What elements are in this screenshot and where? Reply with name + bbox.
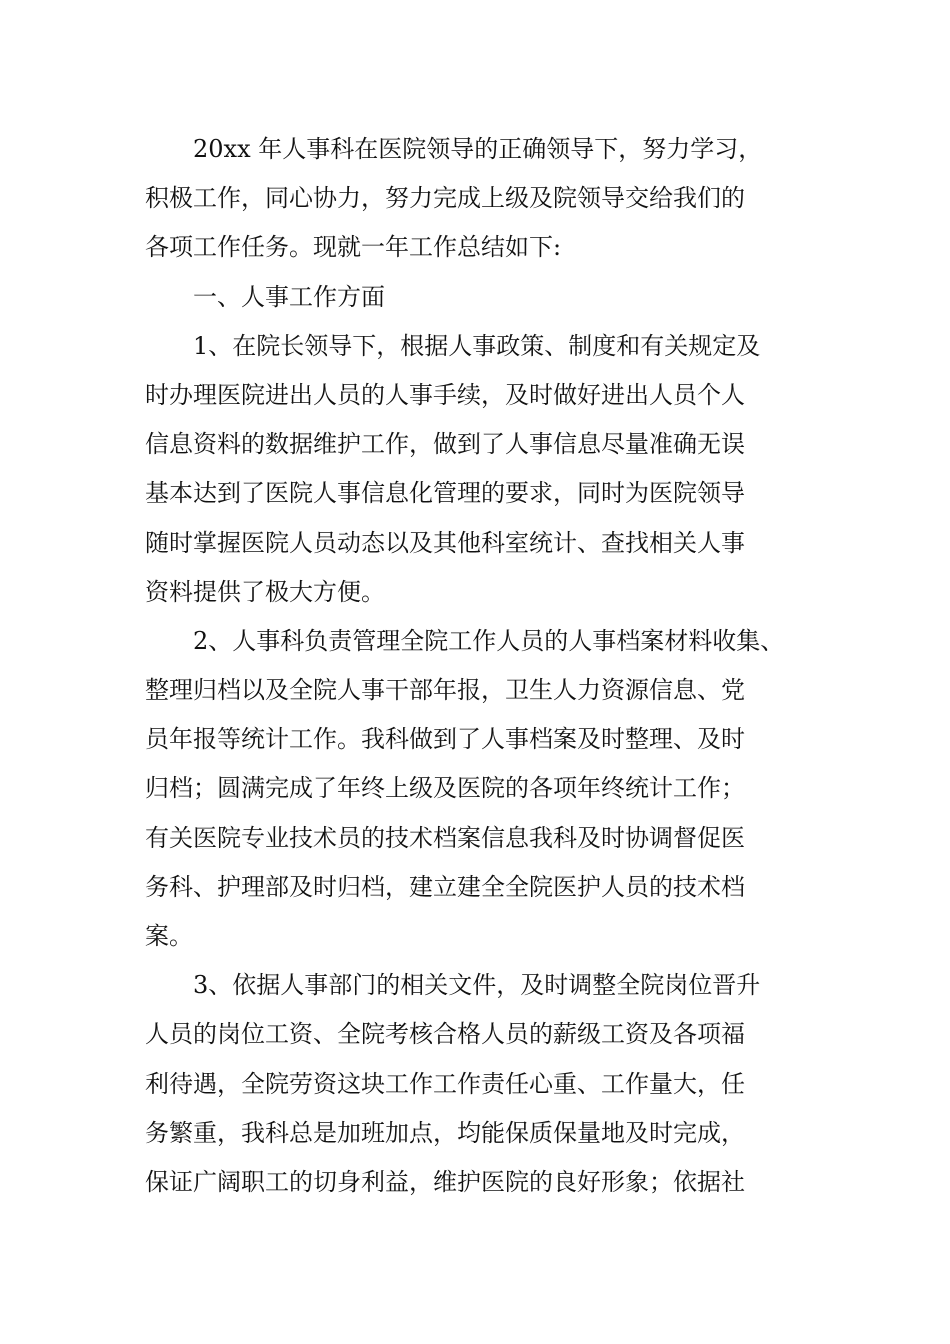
paragraph-intro-line-3: 各项工作任务。现就一年工作总结如下: [145, 233, 562, 262]
item-2-line-7: 案。 [145, 922, 193, 950]
item-2-line-1: 2、人事科负责管理全院工作人员的人事档案材料收集、 [193, 626, 785, 655]
paragraph-intro-line-2: 积极工作，同心协力，努力完成上级及院领导交给我们的 [145, 184, 745, 213]
item-2-line-6: 务科、护理部及时归档，建立建全全院医护人员的技术档 [145, 872, 745, 901]
item-1-line-5: 随时掌握医院人员动态以及其他科室统计、查找相关人事 [145, 528, 745, 557]
item-3-line-4: 务繁重，我科总是加班加点，均能保质保量地及时完成， [145, 1118, 745, 1147]
item-2-line-3: 员年报等统计工作。我科做到了人事档案及时整理、及时 [145, 725, 745, 754]
item-3-line-3: 利待遇，全院劳资这块工作工作责任心重、工作量大，任 [145, 1069, 745, 1098]
item-3-line-1: 3、依据人事部门的相关文件，及时调整全院岗位晋升 [193, 971, 761, 1000]
item-1-line-2: 时办理医院进出人员的人事手续，及时做好进出人员个人 [145, 380, 745, 409]
item-1-line-6: 资料提供了极大方便。 [145, 577, 385, 606]
item-1-line-1: 1、在院长领导下，根据人事政策、制度和有关规定及 [193, 331, 761, 360]
item-1-line-3: 信息资料的数据维护工作，做到了人事信息尽量准确无误 [145, 430, 745, 459]
item-3-line-2: 人员的岗位工资、全院考核合格人员的薪级工资及各项福 [145, 1020, 745, 1049]
document-body [145, 125, 825, 1207]
item-1-line-4: 基本达到了医院人事信息化管理的要求，同时为医院领导 [145, 479, 745, 508]
item-2-line-2: 整理归档以及全院人事干部年报，卫生人力资源信息、党 [145, 676, 745, 705]
section-heading-personnel: 一、人事工作方面 [193, 282, 385, 311]
item-3-line-5: 保证广阔职工的切身利益，维护医院的良好形象；依据社 [145, 1167, 745, 1196]
item-2-line-5: 有关医院专业技术员的技术档案信息我科及时协调督促医 [145, 823, 745, 852]
item-2-line-4: 归档；圆满完成了年终上级及医院的各项年终统计工作； [145, 774, 745, 803]
paragraph-intro-line-1: 20xx 年人事科在医院领导的正确领导下，努力学习， [193, 135, 763, 163]
